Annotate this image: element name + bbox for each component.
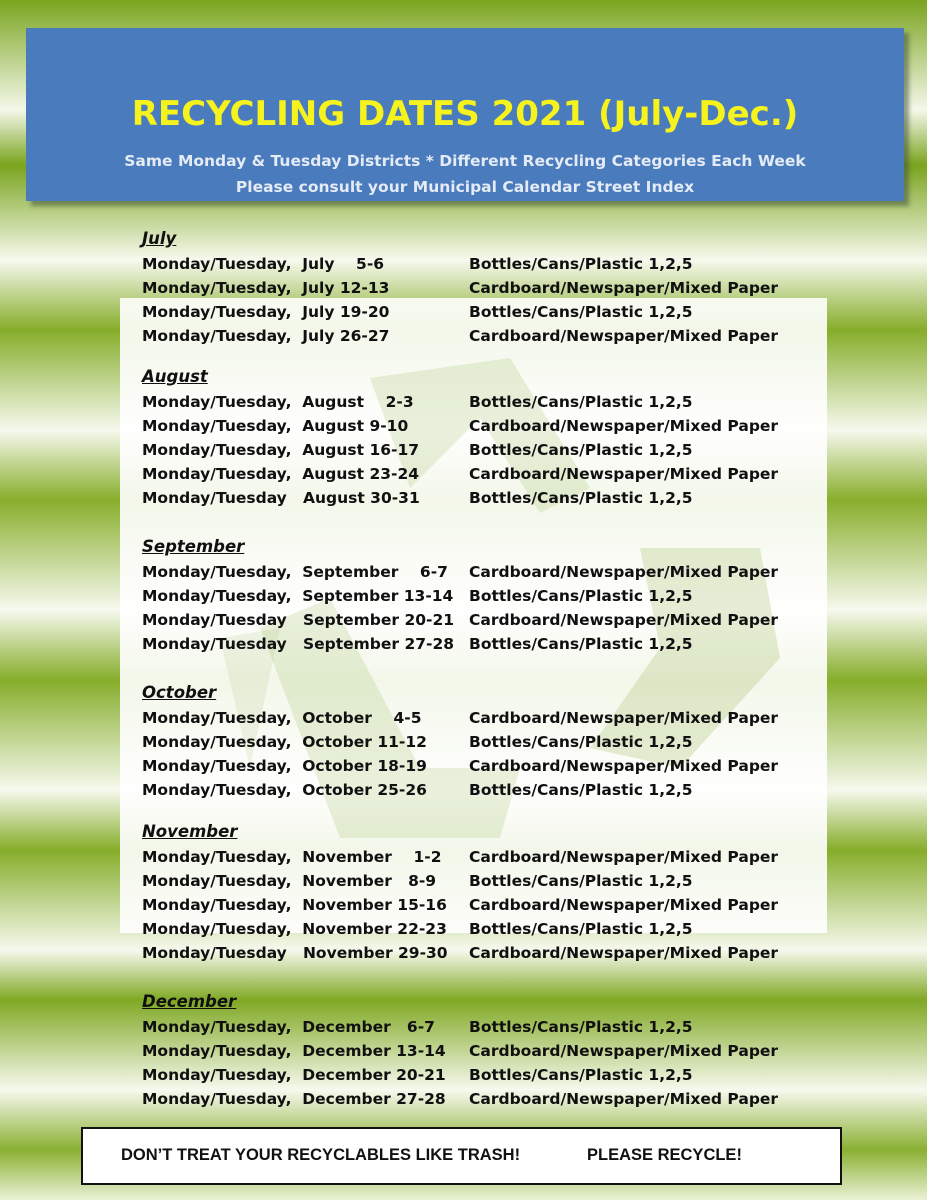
recycling-category: Cardboard/Newspaper/Mixed Paper	[469, 563, 779, 581]
recycling-category: Bottles/Cans/Plastic 1,2,5	[469, 1066, 693, 1084]
pickup-dates: Monday/Tuesday, October 11-12	[142, 733, 427, 751]
pickup-dates: Monday/Tuesday, November 1-2	[142, 848, 442, 866]
footer-banner	[81, 1127, 842, 1185]
recycling-category: Bottles/Cans/Plastic 1,2,5	[469, 255, 693, 273]
pickup-dates: Monday/Tuesday September 27-28	[142, 635, 455, 653]
recycling-category: Cardboard/Newspaper/Mixed Paper	[469, 327, 779, 345]
recycling-category: Cardboard/Newspaper/Mixed Paper	[469, 848, 779, 866]
pickup-dates: Monday/Tuesday September 20-21	[142, 611, 455, 629]
recycling-category: Bottles/Cans/Plastic 1,2,5	[469, 733, 693, 751]
recycling-category: Cardboard/Newspaper/Mixed Paper	[469, 944, 779, 962]
pickup-dates: Monday/Tuesday, July 26-27	[142, 327, 390, 345]
recycling-category: Cardboard/Newspaper/Mixed Paper	[469, 1090, 779, 1108]
recycling-category: Cardboard/Newspaper/Mixed Paper	[469, 1042, 779, 1060]
recycling-category: Bottles/Cans/Plastic 1,2,5	[469, 587, 693, 605]
recycling-category: Cardboard/Newspaper/Mixed Paper	[469, 757, 779, 775]
recycling-category: Cardboard/Newspaper/Mixed Paper	[469, 279, 779, 297]
footer-call-to-action: PLEASE RECYCLE!	[587, 1146, 742, 1164]
recycling-category: Cardboard/Newspaper/Mixed Paper	[469, 896, 779, 914]
recycling-category: Cardboard/Newspaper/Mixed Paper	[469, 611, 779, 629]
recycling-category: Cardboard/Newspaper/Mixed Paper	[469, 465, 779, 483]
month-heading: December	[142, 992, 237, 1011]
pickup-dates: Monday/Tuesday, December 6-7	[142, 1018, 435, 1036]
recycling-category: Bottles/Cans/Plastic 1,2,5	[469, 393, 693, 411]
subtitle-street-index: Please consult your Municipal Calendar Street Index	[235, 178, 695, 196]
pickup-dates: Monday/Tuesday, September 6-7	[142, 563, 448, 581]
pickup-dates: Monday/Tuesday, July 19-20	[142, 303, 390, 321]
recycling-category: Cardboard/Newspaper/Mixed Paper	[469, 709, 779, 727]
footer-slogan: DON’T TREAT YOUR RECYCLABLES LIKE TRASH!	[121, 1146, 521, 1164]
recycling-category: Bottles/Cans/Plastic 1,2,5	[469, 635, 693, 653]
recycling-category: Bottles/Cans/Plastic 1,2,5	[469, 781, 693, 799]
recycling-category: Bottles/Cans/Plastic 1,2,5	[469, 441, 693, 459]
pickup-dates: Monday/Tuesday, December 13-14	[142, 1042, 446, 1060]
pickup-dates: Monday/Tuesday, August 9-10	[142, 417, 409, 435]
pickup-dates: Monday/Tuesday, November 15-16	[142, 896, 447, 914]
pickup-dates: Monday/Tuesday, August 16-17	[142, 441, 420, 459]
recycling-category: Bottles/Cans/Plastic 1,2,5	[469, 489, 693, 507]
recycling-category: Cardboard/Newspaper/Mixed Paper	[469, 417, 779, 435]
pickup-dates: Monday/Tuesday, November 8-9	[142, 872, 437, 890]
month-heading: August	[142, 367, 208, 386]
month-heading: October	[142, 683, 217, 702]
subtitle-districts: Same Monday & Tuesday Districts * Different Recycling Categories Each Week	[124, 152, 806, 170]
recycling-category: Bottles/Cans/Plastic 1,2,5	[469, 872, 693, 890]
pickup-dates: Monday/Tuesday, December 20-21	[142, 1066, 446, 1084]
pickup-dates: Monday/Tuesday, November 22-23	[142, 920, 447, 938]
recycling-category: Bottles/Cans/Plastic 1,2,5	[469, 303, 693, 321]
pickup-dates: Monday/Tuesday, October 25-26	[142, 781, 427, 799]
pickup-dates: Monday/Tuesday August 30-31	[142, 489, 420, 507]
pickup-dates: Monday/Tuesday, July 12-13	[142, 279, 390, 297]
month-heading: September	[142, 537, 245, 556]
recycling-category: Bottles/Cans/Plastic 1,2,5	[469, 1018, 693, 1036]
pickup-dates: Monday/Tuesday, September 13-14	[142, 587, 454, 605]
pickup-dates: Monday/Tuesday November 29-30	[142, 944, 448, 962]
recycling-category: Bottles/Cans/Plastic 1,2,5	[469, 920, 693, 938]
pickup-dates: Monday/Tuesday, October 18-19	[142, 757, 427, 775]
pickup-dates: Monday/Tuesday, October 4-5	[142, 709, 422, 727]
pickup-dates: Monday/Tuesday, August 23-24	[142, 465, 420, 483]
pickup-dates: Monday/Tuesday, December 27-28	[142, 1090, 446, 1108]
month-heading: July	[142, 229, 177, 248]
month-heading: November	[142, 822, 238, 841]
pickup-dates: Monday/Tuesday, August 2-3	[142, 393, 414, 411]
page-title: RECYCLING DATES 2021 (July-Dec.)	[131, 94, 799, 134]
pickup-dates: Monday/Tuesday, July 5-6	[142, 255, 385, 273]
